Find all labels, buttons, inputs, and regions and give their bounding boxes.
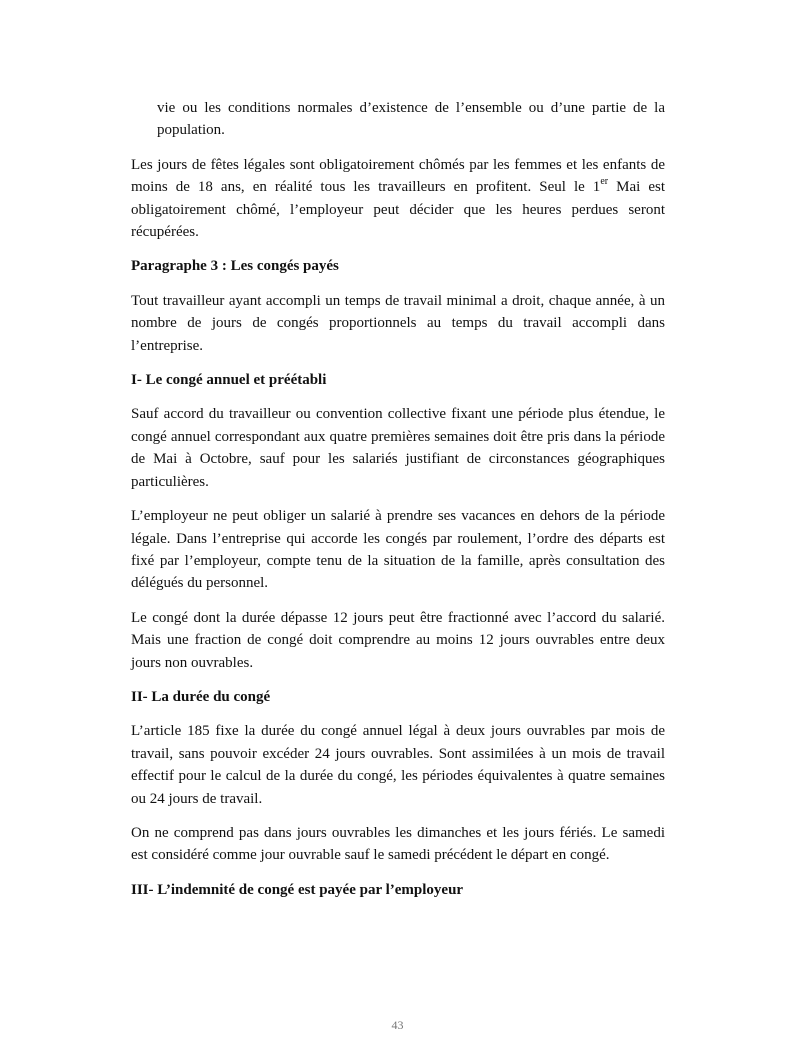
section1-paragraph-2: L’employeur ne peut obliger un salarié à prendre ses vacances en dehors de la période légale. Dans l’entreprise qui accorde les congés par roulement, l’ordre des départs est fixé par l’employeur, compte tenu de la situation de la famille, après consultation des délégués du personnel. [131, 508, 665, 592]
page-number: 43 [391, 1018, 404, 1032]
page-body [131, 97, 665, 913]
fetes-text-after: Mai est obligatoirement chômé, l’employeur peut décider que les heures perdues seront récupérées. [131, 179, 665, 241]
section1-heading: I- Le congé annuel et préétabli [131, 372, 327, 389]
fetes-superscript: er [600, 176, 609, 188]
section1-paragraph-1: Sauf accord du travailleur ou convention collective fixant une période plus étendue, le congé annuel correspondant aux quatre premières semaines doit être pris dans la période de Mai à Octobre, sauf pour les salariés justifiant de circonstances géographiques particulières. [131, 406, 665, 490]
paragraphe3-intro: Tout travailleur ayant accompli un temps de travail minimal a droit, chaque année, à un nombre de jours de congés proportionnels au temps du travail accompli dans l’entreprise. [131, 292, 665, 354]
paragraphe3-heading: Paragraphe 3 : Les congés payés [131, 258, 339, 275]
fetes-text-before: Les jours de fêtes légales sont obligatoirement chômés par les femmes et les enfants de moins de 18 ans, en réalité tous les travailleurs en profitent. Seul le 1 [131, 156, 665, 196]
section2-paragraph-1: L’article 185 fixe la durée du congé annuel légal à deux jours ouvrables par mois de travail, sans pouvoir excéder 24 jours ouvrables. Sont assimilées à un mois de travail effectif pour le calcul de la durée du congé, les périodes équivalentes à quatre semaines ou 24 jours de travail. [131, 723, 665, 807]
section1-paragraph-3: Le congé dont la durée dépasse 12 jours peut être fractionné avec l’accord du salarié. Mais une fraction de congé doit comprendre au moins 12 jours ouvrables entre deux jours non ouvrables. [131, 609, 665, 671]
list-continuation: vie ou les conditions normales d’existence de l’ensemble ou d’une partie de la population. [157, 100, 665, 139]
section2-heading: II- La durée du congé [131, 688, 271, 705]
fetes-paragraph [131, 154, 665, 244]
section2-paragraph-2: On ne comprend pas dans jours ouvrables les dimanches et les jours fériés. Le samedi est considéré comme jour ouvrable sauf le samedi précédent le départ en congé. [131, 824, 665, 864]
section3-heading: III- L’indemnité de congé est payée par l’employeur [131, 881, 464, 898]
